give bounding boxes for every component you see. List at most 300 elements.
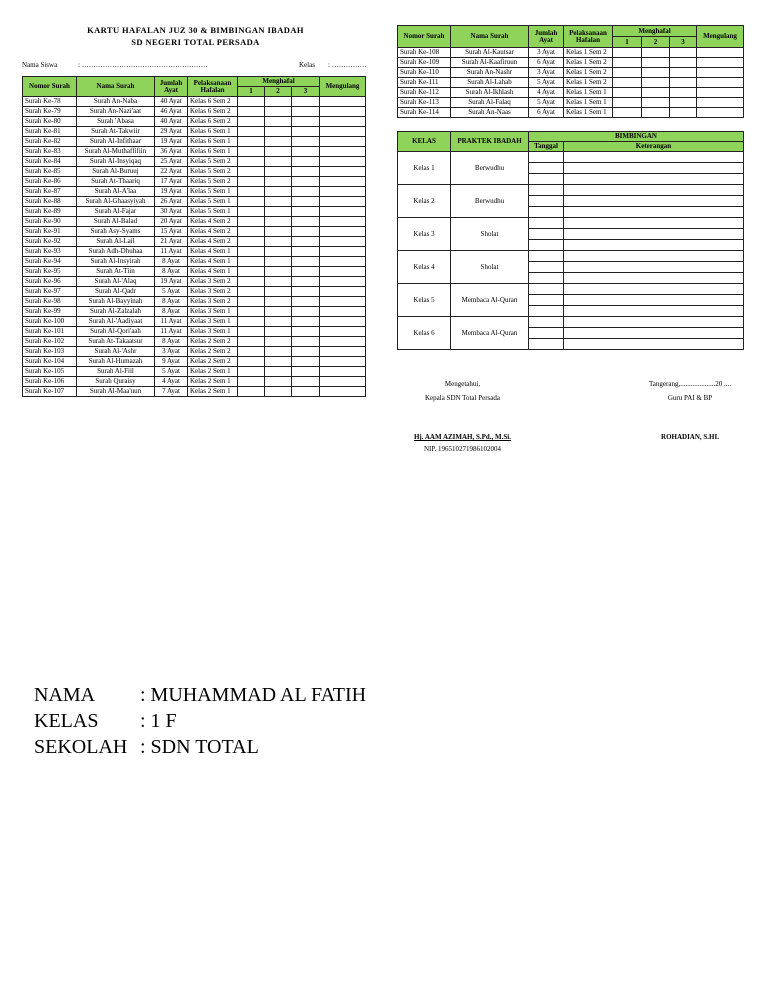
mengulang-check[interactable]: [320, 387, 366, 397]
mengulang-check[interactable]: [320, 197, 366, 207]
surah-number-cell: Surah Ke-101: [23, 327, 77, 337]
surah-name-cell: Surah Quraisy: [77, 377, 155, 387]
surah-row: [23, 117, 366, 127]
menghafal-3-check[interactable]: [670, 58, 697, 68]
mengulang-check[interactable]: [320, 237, 366, 247]
menghafal-3-check[interactable]: [670, 88, 697, 98]
surah-row: [398, 88, 744, 98]
mengulang-check[interactable]: [320, 117, 366, 127]
col-header-nomor: Nomor Surah: [398, 26, 451, 48]
surah-ayat-cell: 20 Ayat: [155, 217, 188, 227]
surah-ayat-cell: 46 Ayat: [155, 107, 188, 117]
menghafal-1-check[interactable]: [238, 277, 265, 287]
surah-number-cell: Surah Ke-92: [23, 237, 77, 247]
menghafal-2-check[interactable]: [265, 347, 292, 357]
surah-name-cell: Surah Al-Buruuj: [77, 167, 155, 177]
menghafal-2-check[interactable]: [265, 277, 292, 287]
menghafal-1-check[interactable]: [238, 147, 265, 157]
menghafal-3-check[interactable]: [292, 387, 320, 397]
bimbingan-praktek-cell: Berwudhu: [451, 185, 529, 218]
menghafal-2-check[interactable]: [642, 98, 670, 108]
surah-schedule-cell: Kelas 1 Sem 1: [564, 88, 613, 98]
surah-name-cell: Surah Al-Kaafiruun: [451, 58, 529, 68]
menghafal-3-check[interactable]: [292, 317, 320, 327]
mengulang-check[interactable]: [320, 127, 366, 137]
menghafal-2-check[interactable]: [265, 217, 292, 227]
menghafal-2-check[interactable]: [265, 387, 292, 397]
student-info-nama-row: [34, 682, 366, 708]
bimbingan-tanggal-input[interactable]: [529, 306, 564, 317]
student-info-kelas-value: : 1 F: [140, 710, 177, 732]
mengulang-check[interactable]: [320, 167, 366, 177]
bimbingan-tanggal-input[interactable]: [529, 174, 564, 185]
menghafal-3-check[interactable]: [292, 287, 320, 297]
surah-number-cell: Surah Ke-86: [23, 177, 77, 187]
mengulang-check[interactable]: [320, 97, 366, 107]
surah-number-cell: Surah Ke-96: [23, 277, 77, 287]
menghafal-3-check[interactable]: [292, 177, 320, 187]
menghafal-3-check[interactable]: [292, 307, 320, 317]
col-header-bimbingan: BIMBINGAN: [529, 132, 744, 142]
surah-row: [23, 387, 366, 397]
surah-number-cell: Surah Ke-89: [23, 207, 77, 217]
surah-ayat-cell: 26 Ayat: [155, 197, 188, 207]
surah-number-cell: Surah Ke-91: [23, 227, 77, 237]
surah-row: [23, 357, 366, 367]
bimbingan-keterangan-input[interactable]: [564, 185, 744, 196]
menghafal-1-check[interactable]: [238, 107, 265, 117]
menghafal-3-check[interactable]: [292, 337, 320, 347]
student-info-block: [34, 682, 366, 760]
bimbingan-keterangan-input[interactable]: [564, 306, 744, 317]
bimbingan-keterangan-input[interactable]: [564, 273, 744, 284]
student-info-nama-label: NAMA: [34, 684, 96, 706]
surah-schedule-cell: Kelas 1 Sem 1: [564, 98, 613, 108]
menghafal-3-check[interactable]: [292, 357, 320, 367]
menghafal-3-check[interactable]: [292, 297, 320, 307]
bimbingan-keterangan-input[interactable]: [564, 196, 744, 207]
menghafal-1-check[interactable]: [238, 297, 265, 307]
menghafal-2-check[interactable]: [265, 187, 292, 197]
surah-ayat-cell: 22 Ayat: [155, 167, 188, 177]
surah-name-cell: Surah Asy-Syams: [77, 227, 155, 237]
surah-schedule-cell: Kelas 5 Sem 2: [188, 167, 238, 177]
menghafal-3-check[interactable]: [292, 347, 320, 357]
menghafal-3-check[interactable]: [292, 187, 320, 197]
mengulang-check[interactable]: [320, 137, 366, 147]
surah-name-cell: Surah Al-Muthaffifiin: [77, 147, 155, 157]
menghafal-3-check[interactable]: [292, 267, 320, 277]
surah-schedule-cell: Kelas 3 Sem 1: [188, 327, 238, 337]
surah-number-cell: Surah Ke-95: [23, 267, 77, 277]
menghafal-2-check[interactable]: [265, 127, 292, 137]
surah-ayat-cell: 5 Ayat: [155, 287, 188, 297]
mengulang-check[interactable]: [320, 107, 366, 117]
bimbingan-tanggal-input[interactable]: [529, 185, 564, 196]
mengulang-check[interactable]: [320, 317, 366, 327]
surah-number-cell: Surah Ke-100: [23, 317, 77, 327]
bimbingan-keterangan-input[interactable]: [564, 207, 744, 218]
signature-role-right: Guru PAI & BP: [667, 394, 713, 402]
menghafal-1-check[interactable]: [613, 108, 642, 118]
surah-row: [23, 137, 366, 147]
surah-row: [23, 157, 366, 167]
menghafal-1-check[interactable]: [238, 127, 265, 137]
menghafal-3-check[interactable]: [292, 367, 320, 377]
menghafal-2-check[interactable]: [265, 237, 292, 247]
surah-name-cell: Surah Al-Insyirah: [77, 257, 155, 267]
bimbingan-keterangan-input[interactable]: [564, 152, 744, 163]
mengulang-check[interactable]: [697, 48, 744, 58]
mengulang-check[interactable]: [320, 347, 366, 357]
bimbingan-kelas-cell: Kelas 1: [398, 152, 451, 185]
mengulang-check[interactable]: [320, 277, 366, 287]
surah-ayat-cell: 19 Ayat: [155, 277, 188, 287]
menghafal-3-check[interactable]: [292, 127, 320, 137]
bimbingan-table-body: [398, 152, 744, 350]
menghafal-2-check[interactable]: [265, 227, 292, 237]
menghafal-3-check[interactable]: [292, 327, 320, 337]
menghafal-3-check[interactable]: [670, 68, 697, 78]
menghafal-1-check[interactable]: [238, 377, 265, 387]
mengulang-check[interactable]: [320, 187, 366, 197]
menghafal-3-check[interactable]: [292, 217, 320, 227]
mengulang-check[interactable]: [697, 78, 744, 88]
menghafal-2-check[interactable]: [265, 147, 292, 157]
surah-number-cell: Surah Ke-98: [23, 297, 77, 307]
menghafal-2-check[interactable]: [265, 117, 292, 127]
menghafal-1-check[interactable]: [238, 307, 265, 317]
surah-ayat-cell: 8 Ayat: [155, 307, 188, 317]
mengulang-check[interactable]: [320, 257, 366, 267]
surah-number-cell: Surah Ke-94: [23, 257, 77, 267]
surah-schedule-cell: Kelas 2 Sem 1: [188, 377, 238, 387]
menghafal-1-check[interactable]: [238, 217, 265, 227]
bimbingan-keterangan-input[interactable]: [564, 328, 744, 339]
mengulang-check[interactable]: [320, 287, 366, 297]
surah-schedule-cell: Kelas 5 Sem 1: [188, 197, 238, 207]
surah-schedule-cell: Kelas 4 Sem 1: [188, 267, 238, 277]
menghafal-2-check[interactable]: [642, 78, 670, 88]
bimbingan-kelas-cell: Kelas 6: [398, 317, 451, 350]
mengulang-check[interactable]: [697, 108, 744, 118]
mengulang-check[interactable]: [320, 227, 366, 237]
menghafal-1-check[interactable]: [238, 347, 265, 357]
mengulang-check[interactable]: [320, 217, 366, 227]
surah-ayat-cell: 5 Ayat: [529, 78, 564, 88]
menghafal-1-check[interactable]: [613, 88, 642, 98]
menghafal-3-check[interactable]: [292, 227, 320, 237]
menghafal-3-check[interactable]: [292, 157, 320, 167]
surah-name-cell: Surah Al-A'laa: [77, 187, 155, 197]
menghafal-2-check[interactable]: [265, 177, 292, 187]
surah-ayat-cell: 29 Ayat: [155, 127, 188, 137]
bimbingan-tanggal-input[interactable]: [529, 152, 564, 163]
card-title-block: [22, 24, 369, 48]
menghafal-2-check[interactable]: [265, 297, 292, 307]
surah-row: [23, 247, 366, 257]
bimbingan-row: [398, 284, 744, 295]
menghafal-2-check[interactable]: [265, 247, 292, 257]
surah-name-cell: Surah Al-Insyiqaq: [77, 157, 155, 167]
student-class-field[interactable]: : ……………: [328, 61, 367, 69]
student-info-kelas-row: [34, 708, 366, 734]
hafalan-table-right-body: [398, 48, 744, 118]
bimbingan-keterangan-input[interactable]: [564, 317, 744, 328]
menghafal-3-check[interactable]: [292, 167, 320, 177]
menghafal-1-check[interactable]: [238, 97, 265, 107]
bimbingan-keterangan-input[interactable]: [564, 339, 744, 350]
surah-schedule-cell: Kelas 1 Sem 2: [564, 78, 613, 88]
menghafal-3-check[interactable]: [292, 237, 320, 247]
surah-ayat-cell: 5 Ayat: [155, 367, 188, 377]
menghafal-2-check[interactable]: [265, 317, 292, 327]
menghafal-1-check[interactable]: [613, 58, 642, 68]
menghafal-2-check[interactable]: [265, 307, 292, 317]
surah-name-cell: Surah 'Abasa: [77, 117, 155, 127]
menghafal-2-check[interactable]: [265, 197, 292, 207]
menghafal-2-check[interactable]: [642, 68, 670, 78]
mengulang-check[interactable]: [697, 58, 744, 68]
bimbingan-tanggal-input[interactable]: [529, 240, 564, 251]
bimbingan-tanggal-input[interactable]: [529, 207, 564, 218]
menghafal-2-check[interactable]: [642, 58, 670, 68]
bimbingan-keterangan-input[interactable]: [564, 284, 744, 295]
mengulang-check[interactable]: [320, 327, 366, 337]
surah-row: [23, 107, 366, 117]
menghafal-2-check[interactable]: [265, 157, 292, 167]
surah-number-cell: Surah Ke-102: [23, 337, 77, 347]
bimbingan-row: [398, 152, 744, 163]
signature-role-left: Kepala SDN Total Persada: [424, 394, 500, 402]
menghafal-1-check[interactable]: [238, 317, 265, 327]
bimbingan-tanggal-input[interactable]: [529, 218, 564, 229]
menghafal-2-check[interactable]: [265, 207, 292, 217]
menghafal-3-check[interactable]: [670, 108, 697, 118]
mengulang-check[interactable]: [320, 147, 366, 157]
menghafal-3-check[interactable]: [292, 147, 320, 157]
menghafal-2-check[interactable]: [265, 267, 292, 277]
mengulang-check[interactable]: [320, 247, 366, 257]
menghafal-3-check[interactable]: [292, 277, 320, 287]
menghafal-1-check[interactable]: [238, 257, 265, 267]
surah-number-cell: Surah Ke-97: [23, 287, 77, 297]
surah-schedule-cell: Kelas 5 Sem 1: [188, 207, 238, 217]
menghafal-3-check[interactable]: [292, 97, 320, 107]
card-school: SD NEGERI TOTAL PERSADA: [131, 37, 260, 47]
signature-name-left: Hj. AAM AZIMAH, S.Pd., M.Si.: [413, 433, 512, 441]
menghafal-3-check[interactable]: [670, 98, 697, 108]
surah-schedule-cell: Kelas 2 Sem 1: [188, 387, 238, 397]
menghafal-3-check[interactable]: [292, 107, 320, 117]
menghafal-1-check[interactable]: [238, 117, 265, 127]
bimbingan-tanggal-input[interactable]: [529, 229, 564, 240]
menghafal-1-check[interactable]: [238, 247, 265, 257]
hafalan-table-right: [397, 25, 744, 118]
bimbingan-tanggal-input[interactable]: [529, 251, 564, 262]
bimbingan-tanggal-input[interactable]: [529, 317, 564, 328]
bimbingan-table: [397, 131, 744, 350]
col-header-menghafal-2: 2: [265, 87, 292, 97]
student-info-kelas-label: KELAS: [34, 710, 99, 732]
menghafal-3-check[interactable]: [292, 117, 320, 127]
surah-ayat-cell: 3 Ayat: [529, 68, 564, 78]
menghafal-1-check[interactable]: [238, 387, 265, 397]
menghafal-3-check[interactable]: [292, 247, 320, 257]
surah-schedule-cell: Kelas 3 Sem 1: [188, 317, 238, 327]
menghafal-1-check[interactable]: [238, 197, 265, 207]
menghafal-2-check[interactable]: [265, 257, 292, 267]
menghafal-1-check[interactable]: [238, 237, 265, 247]
menghafal-3-check[interactable]: [292, 137, 320, 147]
student-info-nama-value: : MUHAMMAD AL FATIH: [140, 684, 367, 706]
menghafal-1-check[interactable]: [613, 78, 642, 88]
menghafal-1-check[interactable]: [238, 137, 265, 147]
menghafal-1-check[interactable]: [238, 327, 265, 337]
hafalan-table-left: [22, 76, 366, 397]
bimbingan-keterangan-input[interactable]: [564, 262, 744, 273]
surah-row: [398, 98, 744, 108]
surah-name-cell: Surah Al-Bayyinah: [77, 297, 155, 307]
menghafal-1-check[interactable]: [238, 357, 265, 367]
menghafal-1-check[interactable]: [238, 227, 265, 237]
surah-schedule-cell: Kelas 6 Sem 1: [188, 137, 238, 147]
mengulang-check[interactable]: [320, 297, 366, 307]
bimbingan-tanggal-input[interactable]: [529, 163, 564, 174]
surah-number-cell: Surah Ke-79: [23, 107, 77, 117]
menghafal-3-check[interactable]: [670, 78, 697, 88]
surah-row: [23, 217, 366, 227]
menghafal-2-check[interactable]: [265, 107, 292, 117]
menghafal-3-check[interactable]: [292, 197, 320, 207]
mengulang-check[interactable]: [697, 68, 744, 78]
bimbingan-tanggal-input[interactable]: [529, 284, 564, 295]
surah-ayat-cell: 11 Ayat: [155, 327, 188, 337]
col-header-menghafal-1: 1: [238, 87, 265, 97]
menghafal-2-check[interactable]: [265, 167, 292, 177]
surah-name-cell: Surah Al-'Alaq: [77, 277, 155, 287]
surah-schedule-cell: Kelas 6 Sem 2: [188, 117, 238, 127]
menghafal-1-check[interactable]: [238, 187, 265, 197]
menghafal-1-check[interactable]: [613, 98, 642, 108]
surah-schedule-cell: Kelas 5 Sem 1: [188, 187, 238, 197]
menghafal-2-check[interactable]: [265, 287, 292, 297]
menghafal-1-check[interactable]: [238, 367, 265, 377]
menghafal-3-check[interactable]: [670, 48, 697, 58]
menghafal-1-check[interactable]: [613, 68, 642, 78]
bimbingan-keterangan-input[interactable]: [564, 229, 744, 240]
surah-schedule-cell: Kelas 4 Sem 2: [188, 217, 238, 227]
menghafal-3-check[interactable]: [292, 257, 320, 267]
menghafal-2-check[interactable]: [265, 97, 292, 107]
bimbingan-kelas-cell: Kelas 4: [398, 251, 451, 284]
col-header-praktek: PRAKTEK IBADAH: [451, 132, 529, 152]
mengulang-check[interactable]: [697, 98, 744, 108]
mengulang-check[interactable]: [320, 377, 366, 387]
surah-name-cell: Surah Al-Zalzalah: [77, 307, 155, 317]
surah-name-cell: Surah Al-Humazah: [77, 357, 155, 367]
surah-row: [23, 297, 366, 307]
menghafal-1-check[interactable]: [238, 267, 265, 277]
menghafal-2-check[interactable]: [265, 337, 292, 347]
surah-name-cell: Surah An-Nashr: [451, 68, 529, 78]
menghafal-2-check[interactable]: [642, 88, 670, 98]
mengulang-check[interactable]: [320, 307, 366, 317]
menghafal-1-check[interactable]: [238, 287, 265, 297]
menghafal-1-check[interactable]: [238, 177, 265, 187]
mengulang-check[interactable]: [320, 157, 366, 167]
bimbingan-keterangan-input[interactable]: [564, 251, 744, 262]
surah-name-cell: Surah An-Nazi'aat: [77, 107, 155, 117]
menghafal-2-check[interactable]: [265, 367, 292, 377]
surah-schedule-cell: Kelas 3 Sem 2: [188, 277, 238, 287]
surah-row: [23, 367, 366, 377]
bimbingan-tanggal-input[interactable]: [529, 196, 564, 207]
col-header-nomor: Nomor Surah: [23, 77, 77, 97]
bimbingan-tanggal-input[interactable]: [529, 262, 564, 273]
bimbingan-keterangan-input[interactable]: [564, 163, 744, 174]
menghafal-1-check[interactable]: [613, 48, 642, 58]
col-header-jumlah: Jumlah Ayat: [529, 26, 564, 48]
col-header-nama: Nama Surah: [77, 77, 155, 97]
mengulang-check[interactable]: [320, 177, 366, 187]
bimbingan-tanggal-input[interactable]: [529, 339, 564, 350]
bimbingan-tanggal-input[interactable]: [529, 273, 564, 284]
menghafal-1-check[interactable]: [238, 207, 265, 217]
menghafal-2-check[interactable]: [265, 357, 292, 367]
surah-name-cell: Surah Al-Lail: [77, 237, 155, 247]
surah-name-cell: Surah Al-'Aadiyaat: [77, 317, 155, 327]
menghafal-3-check[interactable]: [292, 207, 320, 217]
surah-row: [23, 97, 366, 107]
surah-number-cell: Surah Ke-87: [23, 187, 77, 197]
menghafal-2-check[interactable]: [265, 137, 292, 147]
menghafal-2-check[interactable]: [265, 377, 292, 387]
menghafal-1-check[interactable]: [238, 167, 265, 177]
bimbingan-keterangan-input[interactable]: [564, 240, 744, 251]
menghafal-2-check[interactable]: [642, 108, 670, 118]
student-name-field[interactable]: : ………………………………………………: [78, 61, 208, 69]
surah-row: [398, 78, 744, 88]
bimbingan-keterangan-input[interactable]: [564, 295, 744, 306]
surah-row: [23, 147, 366, 157]
mengulang-check[interactable]: [320, 267, 366, 277]
mengulang-check[interactable]: [320, 367, 366, 377]
signature-intro-left: Mengetahui,: [444, 380, 481, 388]
menghafal-1-check[interactable]: [238, 337, 265, 347]
mengulang-check[interactable]: [320, 207, 366, 217]
bimbingan-keterangan-input[interactable]: [564, 174, 744, 185]
mengulang-check[interactable]: [697, 88, 744, 98]
surah-number-cell: Surah Ke-113: [398, 98, 451, 108]
surah-ayat-cell: 3 Ayat: [529, 48, 564, 58]
surah-name-cell: Surah An-Naba: [77, 97, 155, 107]
bimbingan-keterangan-input[interactable]: [564, 218, 744, 229]
mengulang-check[interactable]: [320, 357, 366, 367]
bimbingan-kelas-cell: Kelas 3: [398, 218, 451, 251]
menghafal-2-check[interactable]: [265, 327, 292, 337]
surah-schedule-cell: Kelas 3 Sem 2: [188, 297, 238, 307]
bimbingan-tanggal-input[interactable]: [529, 328, 564, 339]
surah-name-cell: Surah Al-Infithaar: [77, 137, 155, 147]
surah-ayat-cell: 4 Ayat: [155, 377, 188, 387]
menghafal-3-check[interactable]: [292, 377, 320, 387]
mengulang-check[interactable]: [320, 337, 366, 347]
bimbingan-tanggal-input[interactable]: [529, 295, 564, 306]
menghafal-1-check[interactable]: [238, 157, 265, 167]
menghafal-2-check[interactable]: [642, 48, 670, 58]
surah-row: [23, 187, 366, 197]
